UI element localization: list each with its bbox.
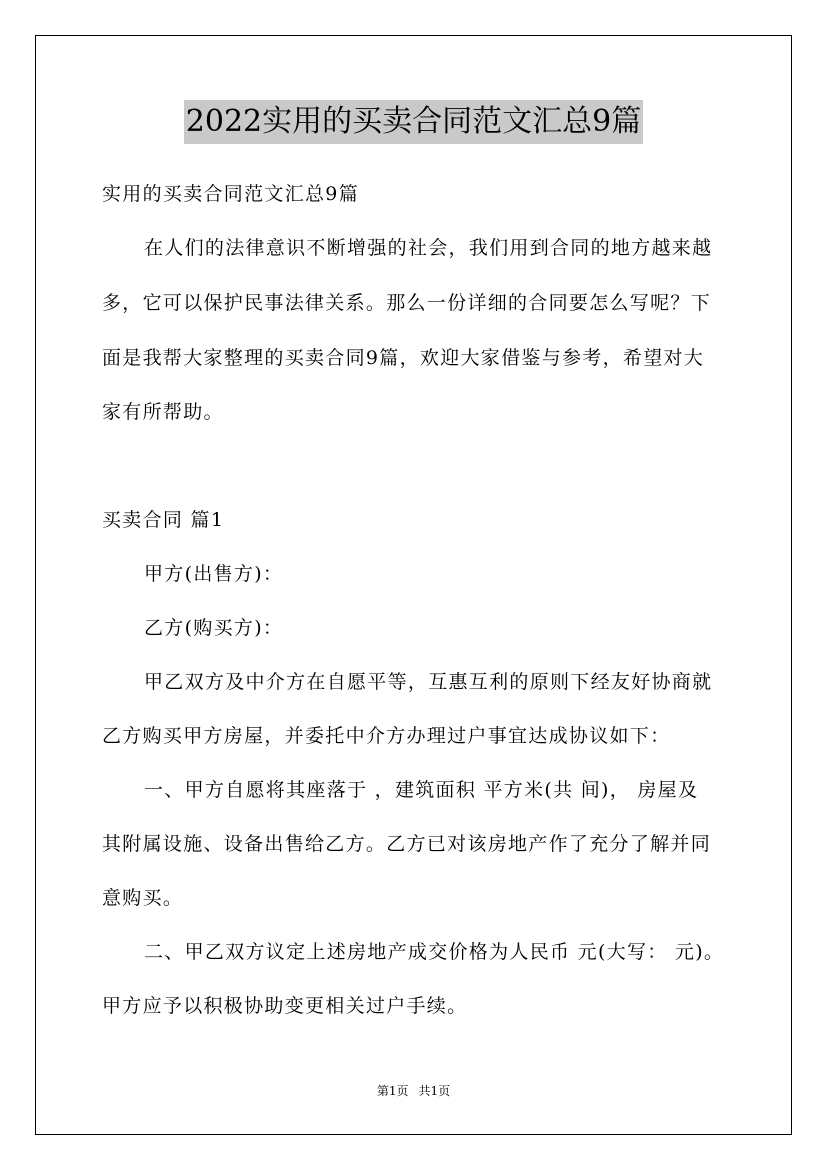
paragraph-line: 乙方购买甲方房屋，并委托中介方办理过户事宜达成协议如下： — [102, 725, 671, 747]
section-heading: 实用的买卖合同范文汇总9篇 — [102, 183, 359, 205]
paragraph-line: 面是我帮大家整理的买卖合同9篇，欢迎大家借鉴与参考，希望对大 — [102, 347, 705, 369]
clause-line: 其附属设施、设备出售给乙方。乙方已对该房地产作了充分了解并同 — [102, 833, 712, 855]
contract-heading: 买卖合同 篇1 — [102, 509, 225, 531]
paragraph-line: 甲乙双方及中介方在自愿平等，互惠互利的原则下经友好协商就 — [144, 671, 713, 693]
party-a-line: 甲方(出售方)： — [144, 563, 284, 585]
clause-line: 意购买。 — [102, 887, 184, 909]
document-title: 2022实用的买卖合同范文汇总9篇 — [184, 100, 643, 144]
party-b-line: 乙方(购买方)： — [144, 617, 284, 639]
title-container — [0, 100, 827, 144]
page-total: 共1页 — [418, 1084, 451, 1098]
paragraph-line: 家有所帮助。 — [102, 401, 224, 423]
page-number: 第1页 — [376, 1084, 409, 1098]
paragraph-line: 在人们的法律意识不断增强的社会，我们用到合同的地方越来越 — [144, 237, 713, 259]
page-footer — [0, 1083, 827, 1099]
clause-line: 一、甲方自愿将其座落于 ，建筑面积 平方米(共 间)， 房屋及 — [144, 779, 699, 801]
clause-line: 二、甲乙双方议定上述房地产成交价格为人民币 元(大写： 元)。 — [144, 941, 725, 963]
clause-line: 甲方应予以积极协助变更相关过户手续。 — [102, 995, 468, 1017]
paragraph-line: 多，它可以保护民事法律关系。那么一份详细的合同要怎么写呢？下 — [102, 292, 712, 314]
